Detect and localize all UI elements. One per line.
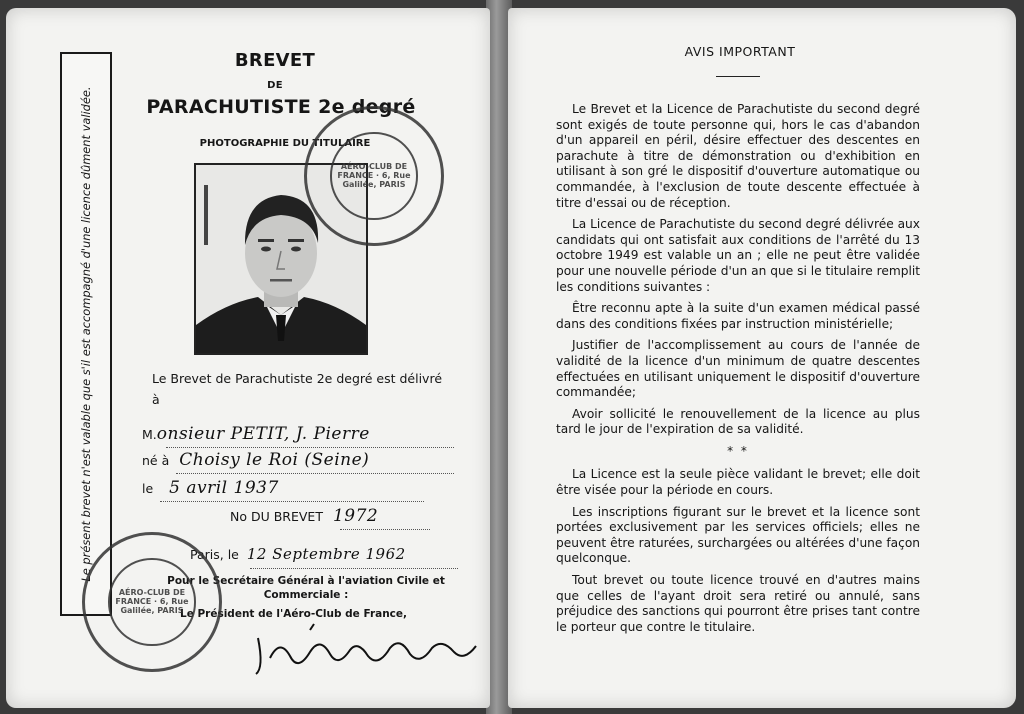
birthdate-value: 5 avril 1937 xyxy=(169,478,279,498)
brevet-number-row xyxy=(230,506,430,534)
notice-paragraph: Tout brevet ou toute licence trouvé en d'autres mains que celles de l'ayant droit sera retiré ou annulé, sans préjudice des sanctions qui pourront être prises tant contre le porteur que contre le titulaire. xyxy=(556,573,920,634)
birthplace-label: né à xyxy=(142,453,170,468)
stamp-text: AÉRO-CLUB DE FRANCE · 6, Rue Galilée, PARIS xyxy=(330,132,417,219)
dotted-line xyxy=(250,568,458,569)
holder-name-row xyxy=(142,424,454,452)
dotted-line xyxy=(166,447,454,448)
brevet-number-value: 1972 xyxy=(332,506,379,526)
holder-name-value: onsieur PETIT, J. Pierre xyxy=(156,424,370,444)
notice-paragraph: Le Brevet et la Licence de Parachutiste du second degré sont exigés de toute personne qui, hors le cas d'abandon d'un appareil en péril, désire effectuer des descentes en parachute à titre de démonstration ou d'exhibition en utilisant à son gré le dispositif d'ouverture automatique ou commandée, à l'exclusion de toute descente effectuée à titre d'essai ou de réception. xyxy=(556,102,920,210)
issuance-statement: Le Brevet de Parachutiste 2e degré est délivré à xyxy=(152,371,443,407)
signature-scribble xyxy=(250,618,480,678)
issue-date-label: Paris, le xyxy=(190,547,239,562)
title-parachutiste: PARACHUTISTE 2e degré xyxy=(146,96,416,118)
notice-paragraph: Les inscriptions figurant sur le brevet et la licence sont portées exclusivement par les services officiels; elles ne peuvent être raturées, surchargées ou altérées d'une façon quelconque. xyxy=(556,504,920,566)
notice-body xyxy=(556,102,920,641)
notice-paragraph: La Licence est la seule pièce validant le brevet; elle doit être visée pour la période en cours. xyxy=(556,467,920,498)
notice-paragraph: Être reconnu apte à la suite d'un examen médical passé dans des conditions fixées par instruction ministérielle; xyxy=(556,301,920,331)
secretary-line: Pour le Secrétaire Général à l'aviation Civile et Commerciale : xyxy=(167,575,445,601)
validity-side-note xyxy=(60,52,112,616)
notice-paragraph: La Licence de Parachutiste du second degré délivrée aux candidats qui ont satisfait aux conditions de l'arrêté du 13 octobre 1949 est valable un an ; elle ne peut être validée pour une nouvelle période d'un an que si le titulaire remplit les conditions suivantes : xyxy=(556,217,920,294)
title-divider xyxy=(716,76,760,77)
notice-title: AVIS IMPORTANT xyxy=(684,44,796,59)
birthdate-row xyxy=(142,478,454,506)
birthdate-label: le xyxy=(142,481,154,496)
dotted-line xyxy=(340,529,430,530)
official-stamp-icon xyxy=(304,106,444,246)
side-note-text: Le présent brevet n'est valable que s'il est accompagné d'une licence dûment validée. xyxy=(79,86,93,582)
issue-date-row xyxy=(190,545,458,573)
stamp-text: AÉRO-CLUB DE FRANCE · 6, Rue Galilée, PARIS xyxy=(108,558,195,645)
dotted-line xyxy=(176,473,454,474)
issue-date-value: 12 Septembre 1962 xyxy=(246,545,406,563)
section-separator: * * xyxy=(727,443,749,458)
dotted-line xyxy=(160,501,424,502)
photo-caption: PHOTOGRAPHIE DU TITULAIRE xyxy=(199,138,371,149)
president-line: Le Président de l'Aéro-Club de France, xyxy=(180,608,408,620)
title-brevet: BREVET xyxy=(234,50,316,71)
birthplace-value: Choisy le Roi (Seine) xyxy=(179,450,370,470)
official-stamp-icon xyxy=(82,532,222,672)
title-de: DE xyxy=(267,80,283,91)
notice-paragraph: Avoir sollicité le renouvellement de la licence au plus tard le jour de l'expiration de sa validité. xyxy=(556,406,920,437)
brevet-number-label: No DU BREVET xyxy=(230,509,323,524)
monsieur-label: M. xyxy=(142,427,157,442)
notice-paragraph: Justifier de l'accomplissement au cours de l'année de validité de la licence d'un minimum de quatre descentes effectuées en utilisant uniquement le dispositif d'ouverture commandée; xyxy=(556,338,920,400)
birthplace-row xyxy=(142,450,454,478)
